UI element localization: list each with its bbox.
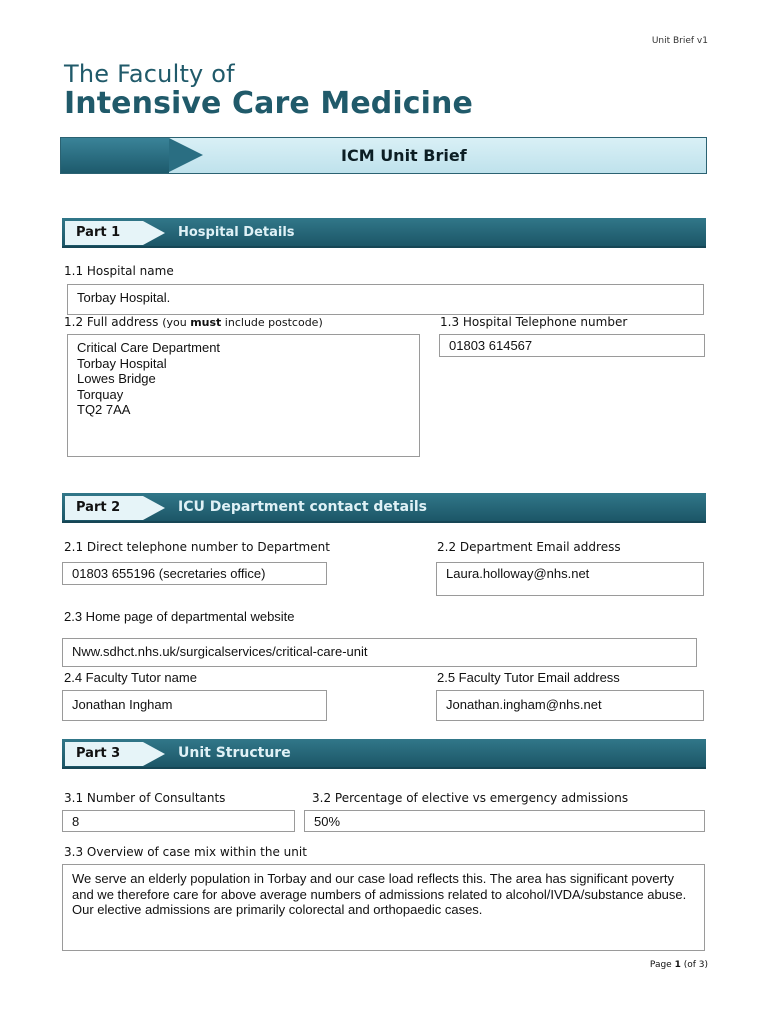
casemix-field[interactable]: We serve an elderly population in Torbay and our case load reflects this. The area has significant poverty and we therefore care for above average numbers of admissions related to alcohol/IVDA/substance abuse. Our elective admissions are primarily colorectal and orthopaedic cases.: [62, 864, 705, 951]
phone-label: 1.3 Hospital Telephone number: [440, 315, 628, 329]
website-field[interactable]: Nww.sdhct.nhs.uk/surgicalservices/critical-care-unit: [62, 638, 697, 667]
part1-title: Hospital Details: [178, 225, 295, 240]
part3-label: Part 3: [76, 746, 121, 761]
tutor-field[interactable]: Jonathan Ingham: [62, 690, 327, 721]
website-label: 2.3 Home page of departmental website: [64, 609, 295, 624]
part2-header: [62, 493, 706, 523]
part3-header: [62, 739, 706, 769]
direct-phone-field[interactable]: 01803 655196 (secretaries office): [62, 562, 327, 585]
part1-header: [62, 218, 706, 248]
faculty-title-line2: Intensive Care Medicine: [64, 86, 473, 121]
unit-brief-banner: [60, 137, 707, 174]
version-tag: Unit Brief v1: [651, 36, 708, 46]
direct-phone-label: 2.1 Direct telephone number to Department: [64, 540, 330, 554]
dept-email-field[interactable]: Laura.holloway@nhs.net: [436, 562, 704, 596]
tutor-label: 2.4 Faculty Tutor name: [64, 670, 197, 685]
banner-title: ICM Unit Brief: [341, 146, 467, 165]
part-arrow-icon: [143, 221, 165, 245]
tutor-email-label: 2.5 Faculty Tutor Email address: [437, 670, 620, 685]
address-label-note-b: include postcode): [221, 316, 323, 329]
faculty-title-line1: The Faculty of: [64, 60, 235, 88]
consultants-field[interactable]: 8: [62, 810, 295, 832]
address-label-text: 1.2 Full address: [64, 315, 163, 329]
part-arrow-icon: [143, 742, 165, 766]
casemix-label: 3.3 Overview of case mix within the unit: [64, 845, 307, 859]
elective-field[interactable]: 50%: [304, 810, 705, 832]
page-prefix: Page: [649, 960, 675, 970]
page-num: 1: [674, 960, 681, 970]
part3-title: Unit Structure: [178, 745, 291, 761]
part1-label: Part 1: [76, 225, 121, 240]
address-field[interactable]: Critical Care Department Torbay Hospital Lowes Bridge Torquay TQ2 7AA: [67, 334, 420, 457]
page-suffix: (of 3): [680, 960, 708, 970]
page-number: [650, 960, 708, 970]
hospital-name-field[interactable]: Torbay Hospital.: [67, 284, 704, 315]
banner-arrow-icon: [169, 138, 203, 172]
hospital-name-label: 1.1 Hospital name: [64, 264, 174, 278]
part-arrow-icon: [143, 496, 165, 520]
part2-label: Part 2: [76, 500, 121, 515]
banner-tab: [61, 138, 169, 173]
phone-field[interactable]: 01803 614567: [439, 334, 705, 357]
address-label-must: must: [190, 316, 222, 329]
consultants-label: 3.1 Number of Consultants: [64, 791, 226, 805]
dept-email-label: 2.2 Department Email address: [437, 540, 621, 554]
address-label: [64, 315, 323, 329]
address-label-note-a: (you: [162, 316, 191, 329]
part2-title: ICU Department contact details: [178, 499, 427, 515]
elective-label: 3.2 Percentage of elective vs emergency admissions: [312, 791, 629, 805]
tutor-email-field[interactable]: Jonathan.ingham@nhs.net: [436, 690, 704, 721]
